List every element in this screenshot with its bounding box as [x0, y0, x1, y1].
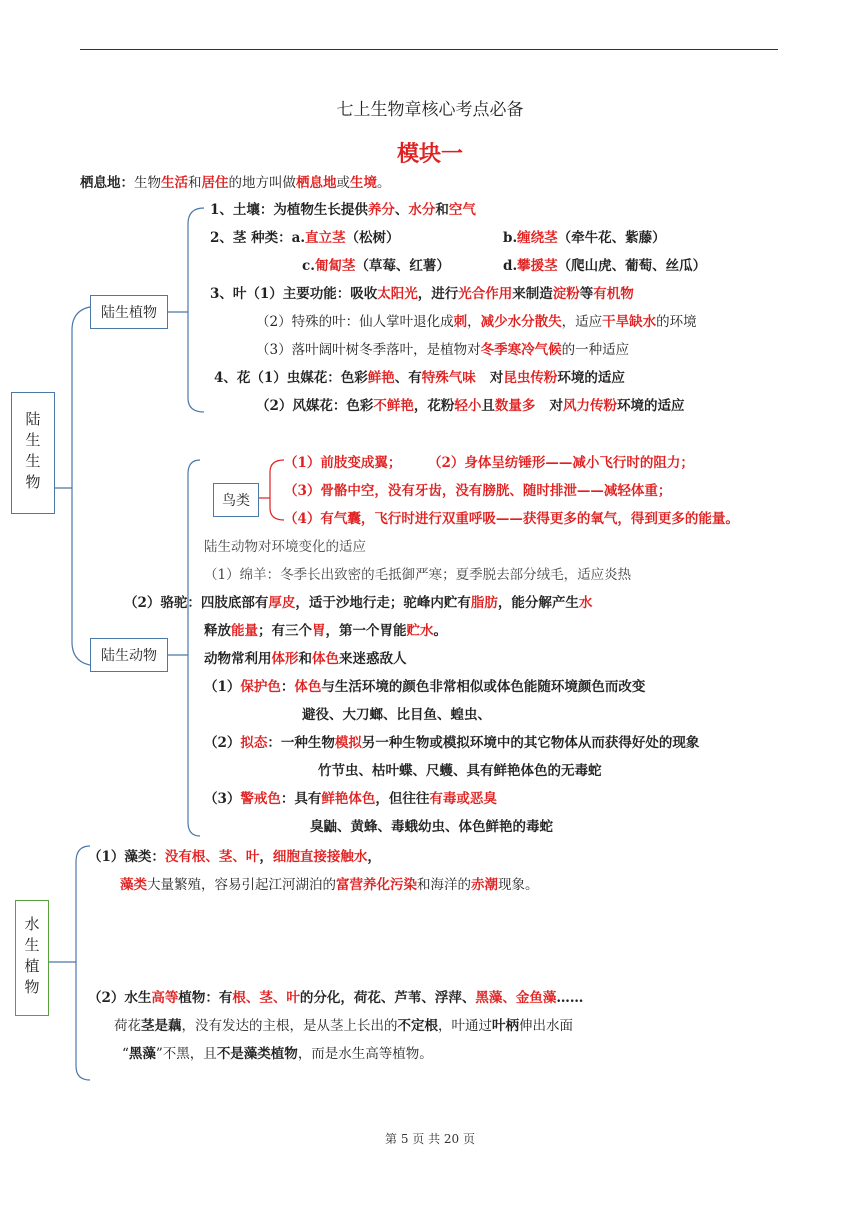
land-animals-box: 陆生动物 [90, 638, 168, 672]
protective-color-line: （1）保护色：体色与生活环境的颜色非常相似或体色能随环境颜色而改变 [204, 679, 646, 695]
stem-a-line: 2、茎 种类：a.直立茎（松树） [210, 230, 400, 246]
stem-c-line: c.匍匐茎（草莓、红薯） [302, 258, 450, 274]
birds-box: 鸟类 [213, 483, 259, 517]
soil-line: 1、土壤：为植物生长提供养分、水分和空气 [210, 202, 476, 218]
mimicry-line: （2）拟态：一种生物模拟另一种生物或模拟环境中的其它物体从而获得好处的现象 [204, 735, 700, 751]
mimicry-examples: 竹节虫、枯叶蝶、尺蠖、具有鲜艳体色的无毒蛇 [318, 763, 602, 779]
flower-insect-line: 4、花（1）虫媒花：色彩鲜艳、有特殊气味 对昆虫传粉环境的适应 [214, 370, 625, 386]
leaf-function-line: 3、叶（1）主要功能：吸收太阳光，进行光合作用来制造淀粉等有机物 [210, 286, 634, 302]
protective-examples: 避役、大刀螂、比目鱼、蝗虫、 [302, 707, 491, 723]
bird-trait-3: （3）骨骼中空，没有牙齿，没有膀胱、随时排泄——减轻体重； [284, 483, 672, 499]
bird-trait-4: （4）有气囊，飞行时进行双重呼吸——获得更多的氧气，得到更多的能量。 [284, 511, 739, 527]
land-organisms-box: 陆生生物 [11, 392, 55, 514]
higher-plants-line-2: 荷花茎是藕，没有发达的主根，是从茎上长出的不定根，叶通过叶柄伸出水面 [114, 1018, 573, 1034]
land-plants-box: 陆生植物 [90, 295, 168, 329]
aquatic-plants-box: 水生植物 [15, 900, 49, 1016]
flower-wind-line: （2）风媒花：色彩不鲜艳，花粉轻小且数量多 对风力传粉环境的适应 [256, 398, 685, 414]
higher-plants-line-3: “黑藻”不黑，且不是藻类植物，而是水生高等植物。 [122, 1046, 433, 1062]
higher-plants-line-1: （2）水生高等植物：有根、茎、叶的分化，荷花、芦苇、浮萍、黑藻、金鱼藻…… [88, 990, 584, 1006]
leaf-special-line: （2）特殊的叶：仙人掌叶退化成刺，减少水分散失，适应干旱缺水的环境 [256, 314, 697, 330]
sheep-line: （1）绵羊：冬季长出致密的毛抵御严寒；夏季脱去部分绒毛，适应炎热 [204, 567, 632, 583]
stem-d-line: d.攀援茎（爬山虎、葡萄、丝瓜） [503, 258, 707, 274]
algae-line-1: （1）藻类：没有根、茎、叶，细胞直接接触水， [88, 849, 381, 865]
module-title: 模块一 [396, 141, 463, 167]
warning-color-line: （3）警戒色：具有鲜艳体色，但往往有毒或恶臭 [204, 791, 497, 807]
warning-examples: 臭鼬、黄蜂、毒蛾幼虫、体色鲜艳的毒蛇 [310, 819, 553, 835]
leaf-deciduous-line: （3）落叶阔叶树冬季落叶，是植物对冬季寒冷气候的一种适应 [256, 342, 630, 358]
doc-title: 七上生物章核心考点必备 [336, 100, 524, 120]
camel-line-1: （2）骆驼：四肢底部有厚皮，适于沙地行走；驼峰内贮有脂肪，能分解产生水 [124, 595, 593, 611]
habitat-line: 栖息地：生物生活和居住的地方叫做栖息地或生境。 [80, 175, 391, 191]
algae-line-2: 藻类大量繁殖，容易引起江河湖泊的富营养化污染和海洋的赤潮现象。 [120, 877, 539, 893]
stem-b-line: b.缠绕茎（牵牛花、紫藤） [503, 230, 666, 246]
bird-trait-2: （2）身体呈纺锤形——减小飞行时的阻力； [428, 455, 694, 471]
bird-trait-1: （1）前肢变成翼； [284, 455, 402, 471]
camel-line-2: 释放能量；有三个胃，第一个胃能贮水。 [204, 623, 447, 639]
page-footer: 第 5 页 共 20 页 [385, 1132, 475, 1146]
animal-adapt-title: 陆生动物对环境变化的适应 [204, 539, 366, 555]
deceive-line: 动物常利用体形和体色来迷惑敌人 [204, 651, 407, 667]
